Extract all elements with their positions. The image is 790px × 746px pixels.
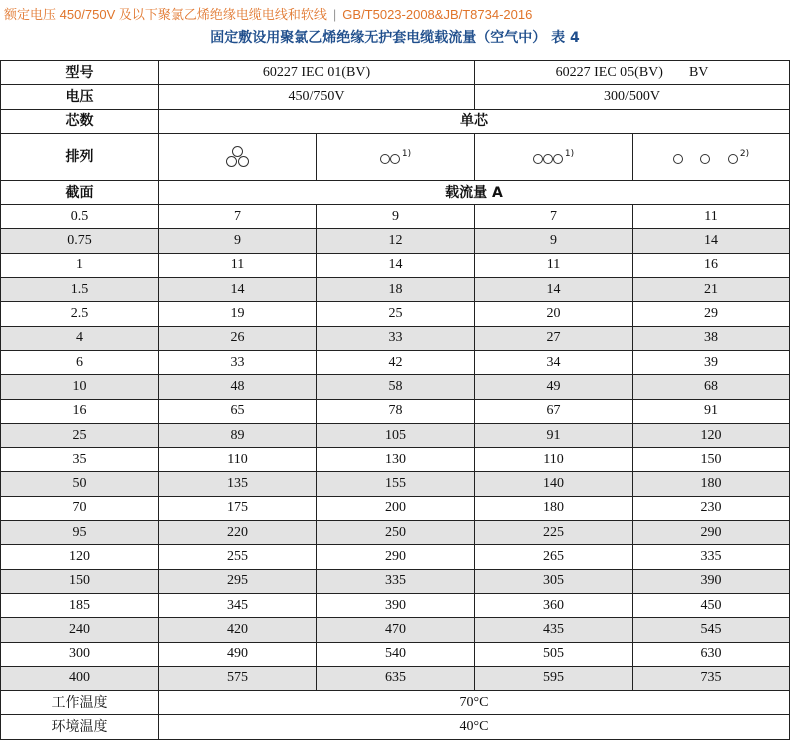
arrangement-trefoil — [159, 133, 317, 180]
cell-col-4: 21 — [633, 278, 790, 302]
table-row — [1, 278, 790, 302]
cell-col-1: 89 — [159, 423, 317, 447]
cell-section: 6 — [1, 350, 159, 374]
cell-col-3: 595 — [475, 666, 633, 690]
model-label: 型号 — [1, 61, 159, 85]
cell-section: 185 — [1, 593, 159, 617]
circle-icon — [226, 156, 237, 167]
cell-col-1: 65 — [159, 399, 317, 423]
cell-col-1: 14 — [159, 278, 317, 302]
cell-col-1: 135 — [159, 472, 317, 496]
cell-col-3: 7 — [475, 205, 633, 229]
circle-icon — [238, 156, 249, 167]
header-separator: | — [332, 7, 337, 22]
cell-col-1: 420 — [159, 618, 317, 642]
cell-col-2: 155 — [317, 472, 475, 496]
cell-col-2: 33 — [317, 326, 475, 350]
cell-col-1: 19 — [159, 302, 317, 326]
cell-col-1: 26 — [159, 326, 317, 350]
cell-col-2: 390 — [317, 593, 475, 617]
work-temp-row — [1, 691, 790, 715]
voltage-b: 300/500V — [475, 85, 790, 109]
cell-col-3: 67 — [475, 399, 633, 423]
footnote-1: 1) — [564, 149, 575, 160]
ambient-temp-label: 环境温度 — [1, 715, 159, 739]
cell-col-1: 220 — [159, 521, 317, 545]
cell-col-4: 120 — [633, 423, 790, 447]
cell-col-1: 11 — [159, 253, 317, 277]
table-row — [1, 205, 790, 229]
cell-section: 4 — [1, 326, 159, 350]
cell-col-4: 16 — [633, 253, 790, 277]
work-temp-label: 工作温度 — [1, 691, 159, 715]
model-b2: BV — [688, 64, 709, 80]
cell-col-2: 105 — [317, 423, 475, 447]
trefoil-icon — [225, 146, 251, 168]
page-header — [4, 4, 532, 23]
table-row — [1, 302, 790, 326]
table-title: 固定敷设用聚氯乙烯绝缘无护套电缆载流量（空气中） 表 4 — [210, 30, 580, 46]
cell-col-3: 360 — [475, 593, 633, 617]
cell-col-1: 490 — [159, 642, 317, 666]
cell-col-2: 250 — [317, 521, 475, 545]
table-row — [1, 593, 790, 617]
footnote-1: 1) — [401, 149, 412, 160]
cell-section: 70 — [1, 496, 159, 520]
cell-col-1: 255 — [159, 545, 317, 569]
table-row — [1, 350, 790, 374]
cell-col-3: 9 — [475, 229, 633, 253]
table-row — [1, 642, 790, 666]
ampacity-table — [0, 60, 790, 740]
cell-col-2: 42 — [317, 350, 475, 374]
circle-icon — [232, 146, 243, 157]
table-row — [1, 448, 790, 472]
model-row — [1, 61, 790, 85]
cell-col-2: 470 — [317, 618, 475, 642]
cell-col-4: 68 — [633, 375, 790, 399]
cell-col-4: 630 — [633, 642, 790, 666]
cell-col-4: 11 — [633, 205, 790, 229]
arrangement-three-flat — [475, 133, 633, 180]
cell-section: 0.5 — [1, 205, 159, 229]
cell-section: 300 — [1, 642, 159, 666]
circle-icon — [380, 154, 390, 164]
circle-icon — [673, 154, 683, 164]
cell-col-4: 14 — [633, 229, 790, 253]
voltage-label: 电压 — [1, 85, 159, 109]
cell-section: 1 — [1, 253, 159, 277]
section-label: 截面 — [1, 180, 159, 204]
cell-col-2: 200 — [317, 496, 475, 520]
cell-section: 16 — [1, 399, 159, 423]
cell-col-1: 175 — [159, 496, 317, 520]
cell-col-4: 735 — [633, 666, 790, 690]
cores-row — [1, 109, 790, 133]
table-row — [1, 399, 790, 423]
arrangement-label: 排列 — [1, 133, 159, 180]
circle-icon — [543, 154, 553, 164]
table-row — [1, 521, 790, 545]
cell-col-2: 25 — [317, 302, 475, 326]
cell-section: 50 — [1, 472, 159, 496]
cell-section: 120 — [1, 545, 159, 569]
cell-col-4: 230 — [633, 496, 790, 520]
circle-icon — [390, 154, 400, 164]
model-b-cell — [475, 61, 790, 85]
table-row — [1, 375, 790, 399]
cell-col-1: 575 — [159, 666, 317, 690]
cell-col-3: 27 — [475, 326, 633, 350]
table-row — [1, 326, 790, 350]
table-row — [1, 253, 790, 277]
cell-col-3: 110 — [475, 448, 633, 472]
cell-col-3: 91 — [475, 423, 633, 447]
cell-col-3: 225 — [475, 521, 633, 545]
cell-section: 95 — [1, 521, 159, 545]
section-header-row — [1, 180, 790, 204]
cell-section: 2.5 — [1, 302, 159, 326]
cores-value: 单芯 — [159, 109, 790, 133]
cell-section: 25 — [1, 423, 159, 447]
cell-col-2: 635 — [317, 666, 475, 690]
cell-col-3: 505 — [475, 642, 633, 666]
cell-col-2: 18 — [317, 278, 475, 302]
cell-col-2: 290 — [317, 545, 475, 569]
cell-col-4: 290 — [633, 521, 790, 545]
cell-section: 1.5 — [1, 278, 159, 302]
table-row — [1, 229, 790, 253]
cell-col-3: 180 — [475, 496, 633, 520]
cell-col-2: 58 — [317, 375, 475, 399]
circle-icon — [553, 154, 563, 164]
cell-col-3: 34 — [475, 350, 633, 374]
header-left-text: 额定电压 450/750V 及以下聚氯乙烯绝缘电缆电线和软线 — [4, 7, 327, 22]
arrangement-two-flat — [317, 133, 475, 180]
ampacity-label: 载流量 A — [159, 180, 790, 204]
cell-col-4: 335 — [633, 545, 790, 569]
cell-col-3: 305 — [475, 569, 633, 593]
cell-col-3: 20 — [475, 302, 633, 326]
table-row — [1, 618, 790, 642]
cell-col-4: 91 — [633, 399, 790, 423]
voltage-row — [1, 85, 790, 109]
cell-col-2: 130 — [317, 448, 475, 472]
cores-label: 芯数 — [1, 109, 159, 133]
arrangement-row — [1, 133, 790, 180]
cell-section: 0.75 — [1, 229, 159, 253]
table-row — [1, 423, 790, 447]
cell-col-3: 49 — [475, 375, 633, 399]
cell-section: 150 — [1, 569, 159, 593]
cell-col-2: 14 — [317, 253, 475, 277]
footnote-2: 2) — [739, 149, 750, 160]
cell-col-4: 29 — [633, 302, 790, 326]
table-row — [1, 472, 790, 496]
table-row — [1, 569, 790, 593]
ambient-temp-row — [1, 715, 790, 739]
table-row — [1, 666, 790, 690]
table-row — [1, 545, 790, 569]
cell-col-1: 9 — [159, 229, 317, 253]
cell-col-2: 12 — [317, 229, 475, 253]
cell-col-4: 39 — [633, 350, 790, 374]
cell-col-3: 265 — [475, 545, 633, 569]
cell-col-1: 7 — [159, 205, 317, 229]
cell-col-4: 545 — [633, 618, 790, 642]
ambient-temp-value: 40°C — [159, 715, 790, 739]
cell-section: 10 — [1, 375, 159, 399]
cell-col-4: 150 — [633, 448, 790, 472]
cell-col-1: 295 — [159, 569, 317, 593]
cell-col-3: 11 — [475, 253, 633, 277]
cell-col-4: 38 — [633, 326, 790, 350]
cell-col-2: 335 — [317, 569, 475, 593]
cell-col-3: 435 — [475, 618, 633, 642]
arrangement-three-spaced — [633, 133, 790, 180]
voltage-a: 450/750V — [159, 85, 475, 109]
work-temp-value: 70°C — [159, 691, 790, 715]
header-standard-text: GB/T5023-2008&JB/T8734-2016 — [342, 7, 533, 22]
model-a: 60227 IEC 01(BV) — [159, 61, 475, 85]
cell-section: 35 — [1, 448, 159, 472]
cell-col-4: 180 — [633, 472, 790, 496]
circle-icon — [533, 154, 543, 164]
cell-col-1: 110 — [159, 448, 317, 472]
circle-icon — [728, 154, 738, 164]
cell-col-4: 450 — [633, 593, 790, 617]
circle-icon — [700, 154, 710, 164]
model-b: 60227 IEC 05(BV) — [555, 64, 663, 80]
cell-col-3: 140 — [475, 472, 633, 496]
cell-section: 240 — [1, 618, 159, 642]
cell-section: 400 — [1, 666, 159, 690]
cell-col-1: 33 — [159, 350, 317, 374]
cell-col-3: 14 — [475, 278, 633, 302]
table-row — [1, 496, 790, 520]
cell-col-1: 48 — [159, 375, 317, 399]
cell-col-2: 540 — [317, 642, 475, 666]
cell-col-1: 345 — [159, 593, 317, 617]
cell-col-2: 9 — [317, 205, 475, 229]
cell-col-4: 390 — [633, 569, 790, 593]
cell-col-2: 78 — [317, 399, 475, 423]
